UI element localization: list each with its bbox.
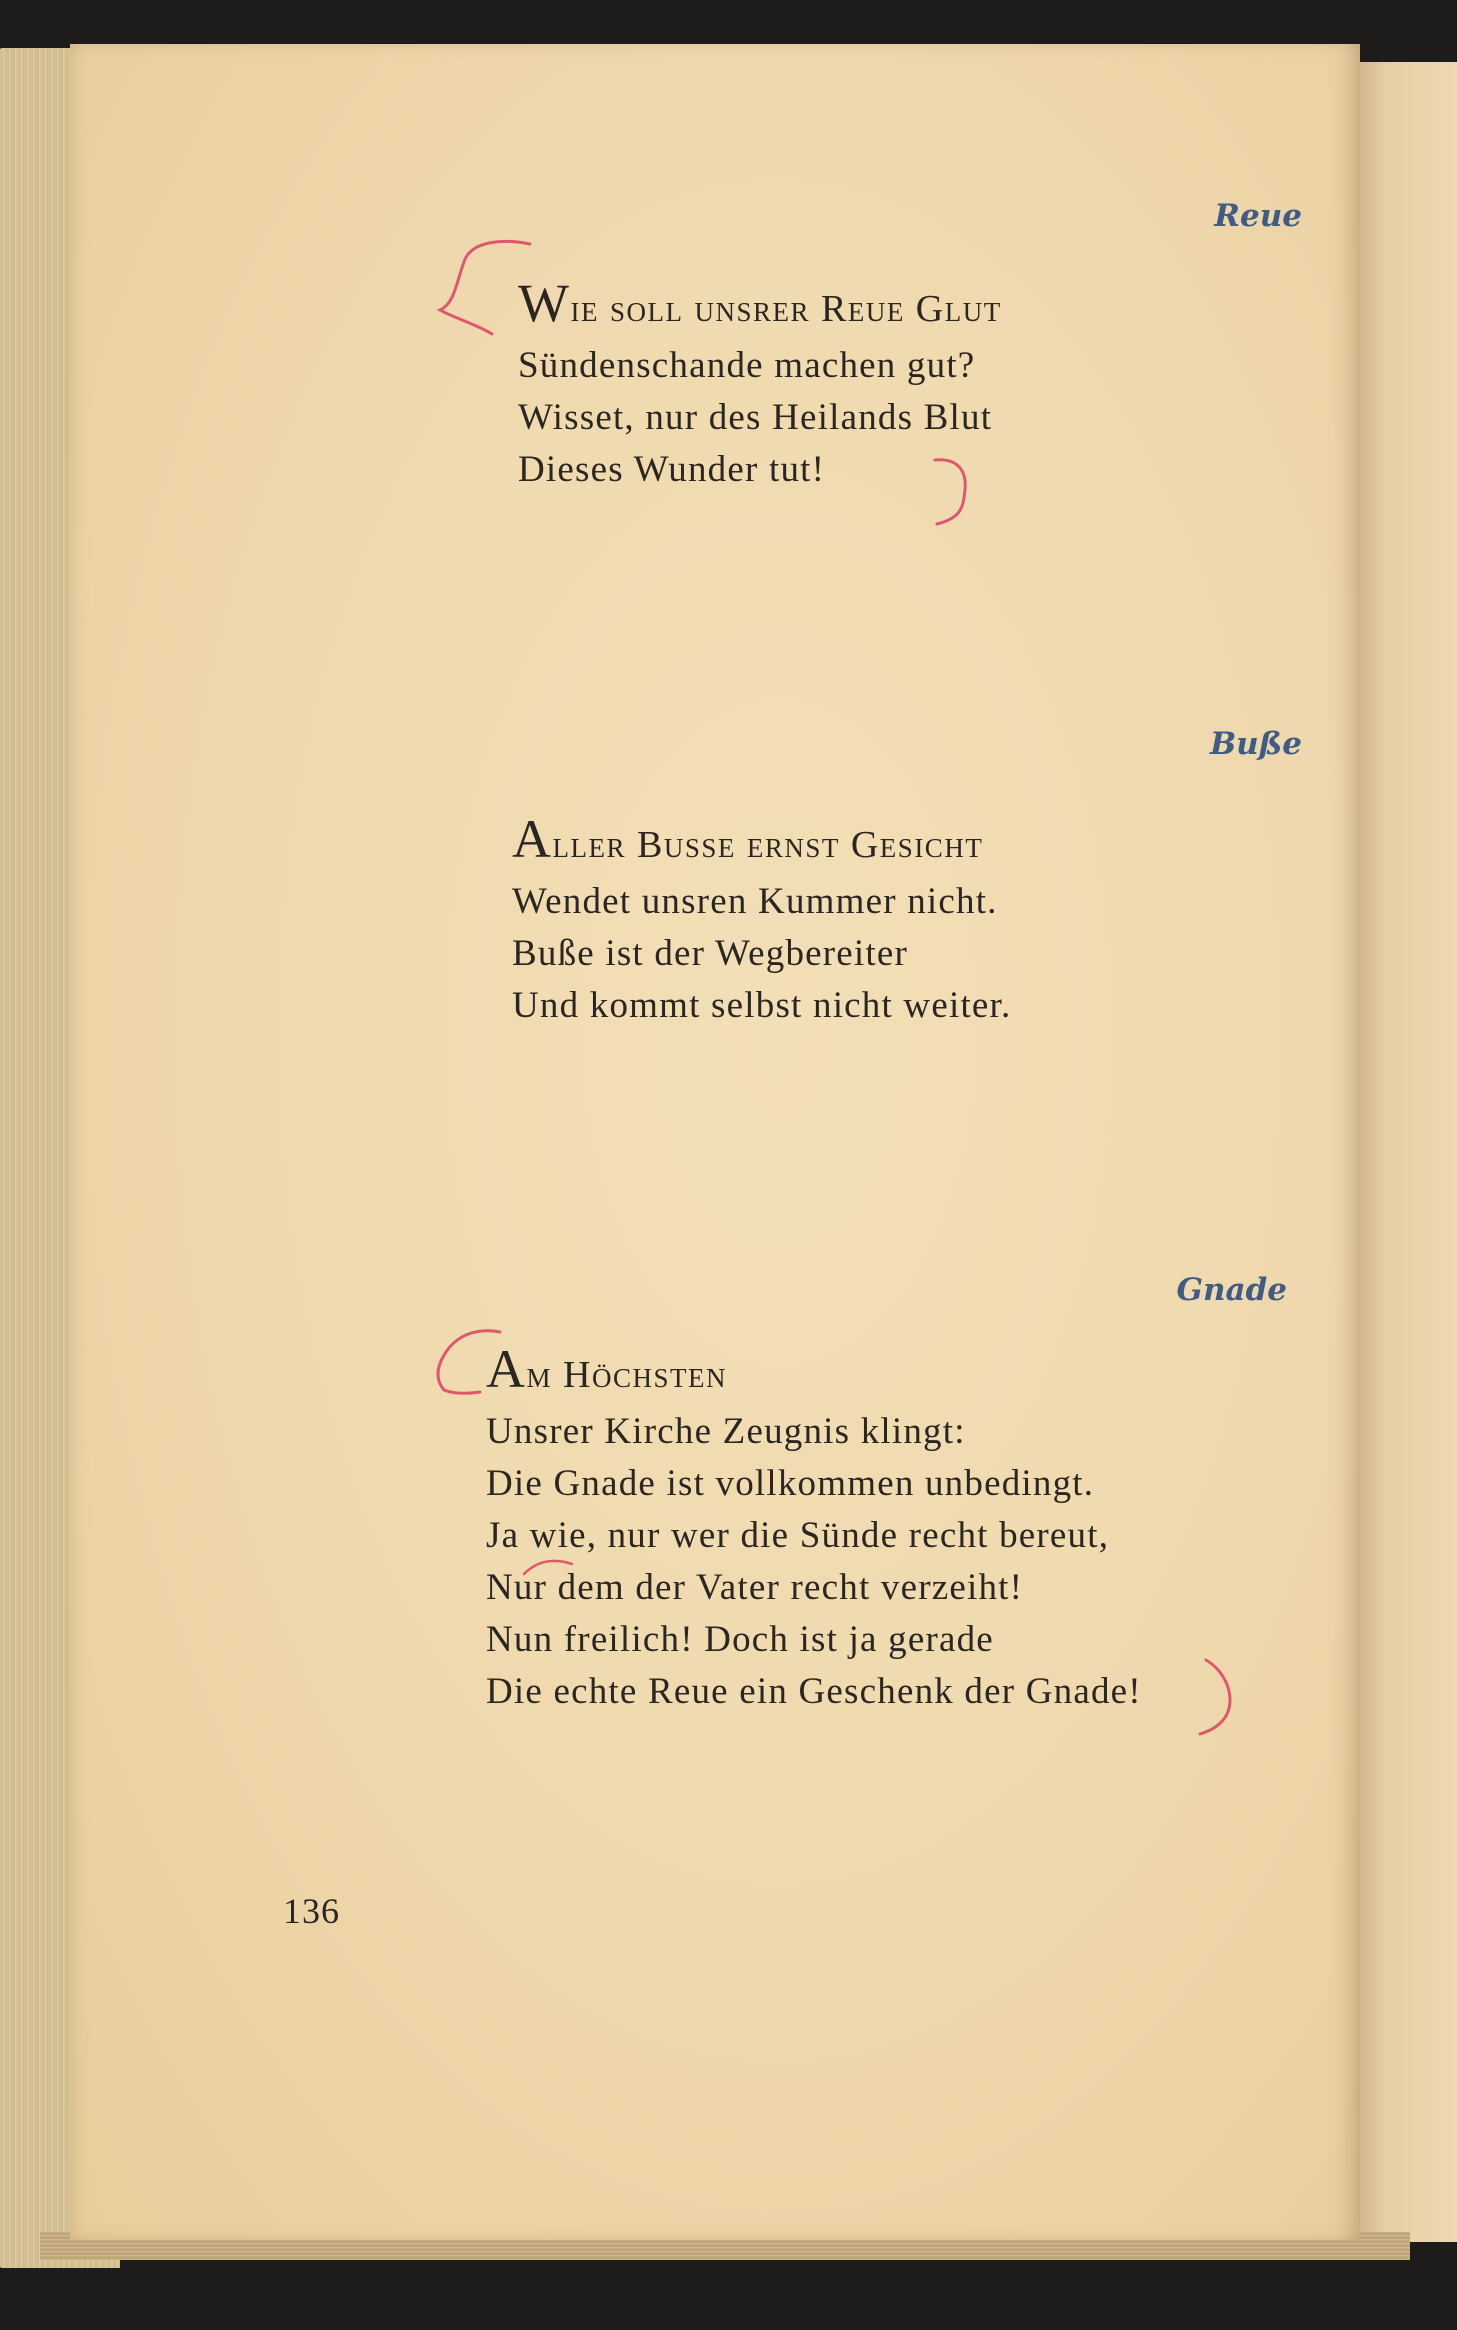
poem-line: Dieses Wunder tut! bbox=[518, 449, 826, 490]
open-bracket-mark bbox=[420, 1322, 510, 1402]
poem-line: Buße ist der Wegbereiter bbox=[512, 933, 909, 974]
poem-gnade bbox=[486, 1338, 1142, 1718]
page-number: 136 bbox=[283, 1891, 340, 1931]
poem-line: Wisset, nur des Heilands Blut bbox=[518, 397, 993, 438]
poem-line: Wendet unsren Kummer nicht. bbox=[512, 881, 998, 922]
poem-title: Aller Busse ernst Gesicht bbox=[512, 809, 984, 869]
poem-title: Wie soll unsrer Reue Glut bbox=[518, 273, 1002, 333]
close-bracket-mark bbox=[925, 452, 995, 532]
running-head-gnade: Gnade bbox=[1176, 1272, 1287, 1308]
poem-line: Unsrer Kirche Zeugnis klingt: bbox=[486, 1411, 966, 1452]
poem-title: Am Höchsten bbox=[486, 1339, 727, 1399]
underline-mark bbox=[520, 1550, 580, 1580]
poem-busse bbox=[512, 808, 1011, 1032]
poem-line: Nun freilich! Doch ist ja gerade bbox=[486, 1619, 994, 1660]
running-head-reue: Reue bbox=[1214, 198, 1302, 234]
poem-line: Ja wie, nur wer die Sünde recht bereut, bbox=[486, 1515, 1110, 1556]
close-bracket-mark bbox=[1190, 1652, 1250, 1742]
running-head-busse: Buße bbox=[1209, 726, 1302, 762]
poem-line: Die echte Reue ein Geschenk der Gnade! bbox=[486, 1671, 1142, 1712]
poem-line: Und kommt selbst nicht weiter. bbox=[512, 985, 1012, 1026]
poem-line: Die Gnade ist vollkommen unbedingt. bbox=[486, 1463, 1095, 1504]
poem-line: Sündenschande machen gut? bbox=[518, 345, 976, 386]
open-bracket-mark bbox=[430, 232, 540, 342]
facing-page-edge bbox=[1356, 62, 1457, 2242]
poem-line: Nur dem der Vater recht verzeiht! bbox=[486, 1567, 1024, 1608]
